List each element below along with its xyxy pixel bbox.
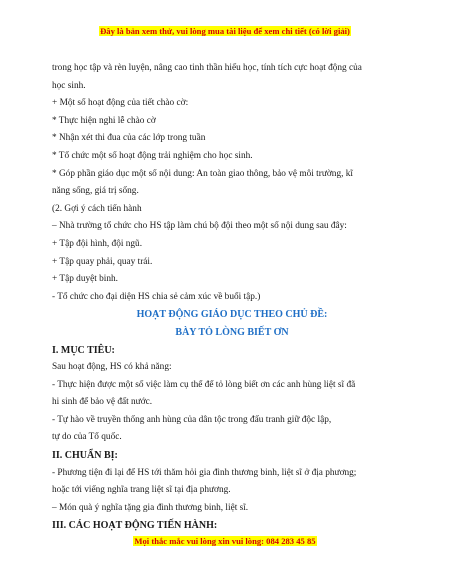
body-line: - Phương tiện đi lại để HS tới thăm hỏi gia đình thương binh, liệt sĩ ở địa phương; <box>52 467 357 478</box>
body-line: – Nhà trường tổ chức cho HS tập làm chú bộ đội theo một số nội dung sau đây: <box>52 221 347 232</box>
preview-notice-banner <box>0 26 450 36</box>
body-line: hoặc tới viếng nghĩa trang liệt sĩ tại địa phương. <box>52 485 231 496</box>
body-line: - Tự hào về truyền thống anh hùng của dân tộc trong đấu tranh giữ độc lập, <box>52 414 332 425</box>
document-body <box>52 60 412 535</box>
body-line: + Tập duyệt binh. <box>52 274 119 285</box>
body-line: hi sinh để bảo vệ đất nước. <box>52 397 153 408</box>
topic-title: HOẠT ĐỘNG GIÁO DỤC THEO CHỦ ĐỀ: <box>136 309 328 321</box>
contact-text: Mọi thắc mắc vui lòng xin vui lòng: 084 283 45 85 <box>134 536 316 546</box>
body-line: tự do của Tổ quốc. <box>52 432 122 443</box>
body-line: học sinh. <box>52 80 86 91</box>
topic-subtitle: BÀY TỎ LÒNG BIẾT ƠN <box>175 326 289 338</box>
body-line: + Tập quay phải, quay trái. <box>52 256 153 267</box>
preview-notice-text: Đây là bản xem thử, vui lòng mua tài liệu để xem chi tiết (có lời giải) <box>100 26 350 36</box>
body-line: - Tổ chức cho đại diện HS chia sẻ cảm xúc về buổi tập.) <box>52 291 261 302</box>
body-line: * Nhận xét thi đua của các lớp trong tuần <box>52 133 206 144</box>
section-heading-preparation: II. CHUẨN BỊ: <box>52 450 118 462</box>
body-line: * Góp phần giáo dục một số nội dung: An toàn giao thông, bảo vệ môi trường, kĩ <box>52 168 353 179</box>
contact-banner <box>0 536 450 546</box>
body-line: (2. Gợi ý cách tiến hành <box>52 203 142 214</box>
body-line: trong học tập và rèn luyện, nâng cao tinh thần hiếu học, tính tích cực hoạt động của <box>52 63 362 73</box>
body-line: * Thực hiện nghi lễ chào cờ <box>52 115 156 126</box>
body-line: + Tập đội hình, đội ngũ. <box>52 238 143 249</box>
section-heading-objectives: I. MỤC TIÊU: <box>52 344 115 356</box>
section-heading-activities: III. CÁC HOẠT ĐỘNG TIẾN HÀNH: <box>52 520 218 532</box>
body-line: - Thực hiện được một số việc làm cụ thể để tỏ lòng biết ơn các anh hùng liệt sĩ đã <box>52 379 356 390</box>
body-line: Sau hoạt động, HS có khả năng: <box>52 362 172 373</box>
body-line: + Một số hoạt động của tiết chào cờ: <box>52 98 189 109</box>
body-line: năng sống, giá trị sống. <box>52 186 139 197</box>
body-line: – Món quà ý nghĩa tặng gia đình thương binh, liệt sĩ. <box>52 502 249 513</box>
body-line: * Tổ chức một số hoạt động trải nghiệm cho học sinh. <box>52 150 253 161</box>
